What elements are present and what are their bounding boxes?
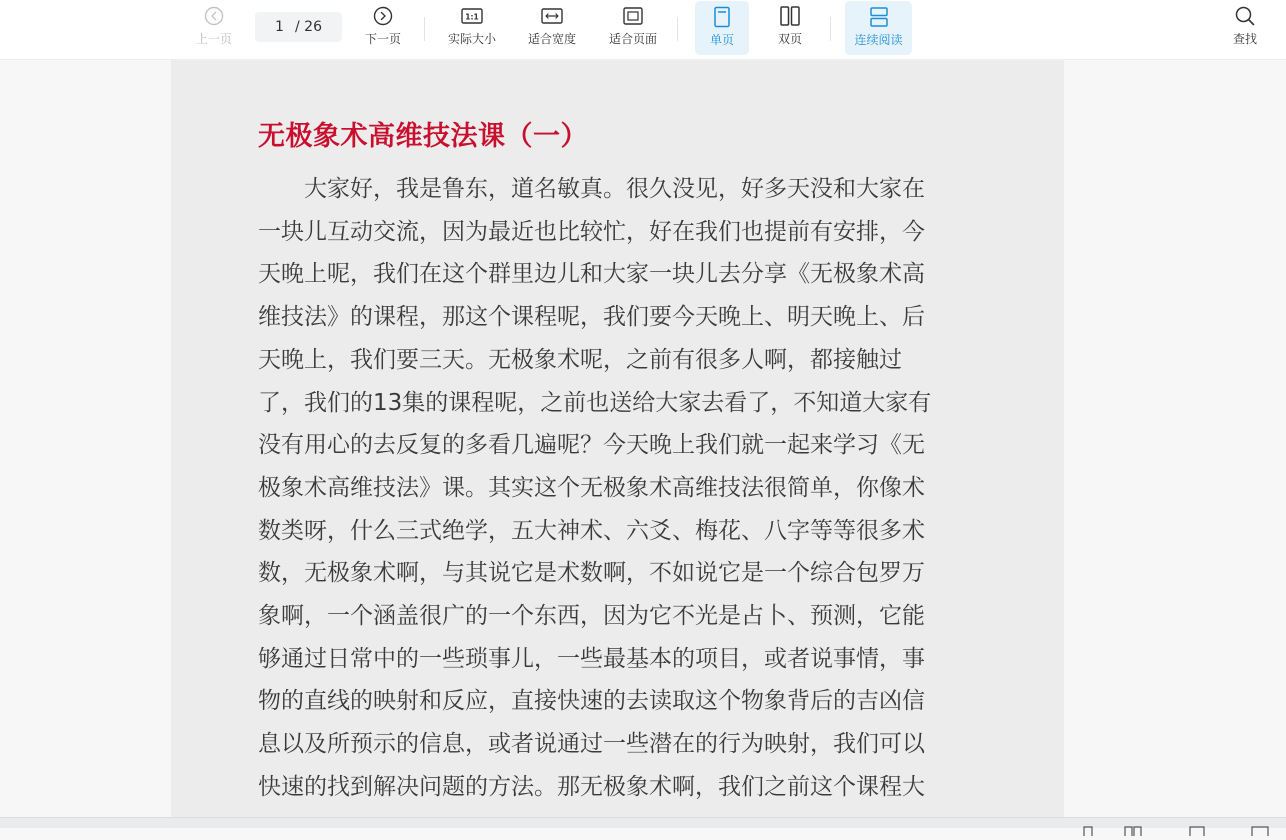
double-page-icon xyxy=(779,5,801,27)
continuous-reading-button[interactable] xyxy=(845,1,912,55)
body-line: 了，我们的13集的课程呢，之前也送给大家去看了，不知道大家有 xyxy=(258,389,932,416)
search-button[interactable] xyxy=(1225,0,1265,56)
double-page-button[interactable] xyxy=(765,0,815,56)
prev-page-button[interactable] xyxy=(192,0,236,56)
fit-width-button[interactable] xyxy=(523,0,581,56)
fit-page-mini-icon[interactable] xyxy=(1189,821,1203,831)
fit-width-label: 适合宽度 xyxy=(527,32,576,46)
actual-size-label: 实际大小 xyxy=(447,32,496,46)
body-line: 天晚上呢，我们在这个群里边儿和大家一块儿去分享《无极象术高 xyxy=(258,261,925,288)
search-icon xyxy=(1234,5,1256,27)
search-label: 查找 xyxy=(1232,32,1257,46)
single-page-icon xyxy=(711,6,733,28)
body-line: 天晚上，我们要三天。无极象术呢，之前有很多人啊，都接触过 xyxy=(258,346,902,373)
fit-page-icon xyxy=(622,5,644,27)
continuous-reading-icon xyxy=(868,6,890,28)
body-line: 够通过日常中的一些琐事儿，一些最基本的项目，或者说事情，事 xyxy=(258,645,925,672)
fit-width-icon xyxy=(541,5,563,27)
document-page xyxy=(171,60,1064,817)
continuous-reading-label: 连续阅读 xyxy=(854,33,903,47)
toolbar-divider xyxy=(677,17,678,41)
fit-page-button[interactable] xyxy=(604,0,662,56)
body-line: 数类呀，什么三式绝学，五大神术、六爻、梅花、八字等等很多术 xyxy=(258,517,925,544)
page-number-box[interactable] xyxy=(255,12,342,42)
body-line: 没有用心的去反复的多看几遍呢？今天晚上我们就一起来学习《无 xyxy=(258,432,925,459)
body-line: 大家好，我是鲁东，道名敏真。很久没见，好多天没和大家在 xyxy=(258,176,925,202)
next-page-label: 下一页 xyxy=(364,32,401,46)
toolbar-divider xyxy=(830,17,831,41)
double-page-mini-icon[interactable] xyxy=(1124,821,1138,831)
body-line: 一块儿互动交流，因为最近也比较忙，好在我们也提前有安排，今 xyxy=(258,218,925,245)
body-line: 象啊，一个涵盖很广的一个东西，因为它不光是占卜、预测，它能 xyxy=(258,603,925,630)
toolbar xyxy=(0,0,1286,60)
status-bar xyxy=(0,817,1286,828)
body-line: 息以及所预示的信息，或者说通过一些潜在的行为映射，我们可以 xyxy=(258,731,925,758)
body-line: 物的直线的映射和反应，直接快速的去读取这个物象背后的吉凶信 xyxy=(258,688,925,715)
fit-page-label: 适合页面 xyxy=(608,32,657,46)
chevron-right-circle-icon xyxy=(372,5,394,27)
body-line: 极象术高维技法》课。其实这个无极象术高维技法很简单，你像术 xyxy=(258,474,925,501)
document-body xyxy=(258,168,978,809)
prev-page-label: 上一页 xyxy=(195,32,232,46)
current-page-input[interactable]: 1 xyxy=(275,19,284,35)
toolbar-divider xyxy=(424,17,425,41)
actual-size-button[interactable] xyxy=(443,0,501,56)
chevron-left-circle-icon xyxy=(203,5,225,27)
total-pages: / 26 xyxy=(295,19,322,35)
body-line: 数，无极象术啊，与其说它是术数啊，不如说它是一个综合包罗万 xyxy=(258,560,925,587)
single-page-label: 单页 xyxy=(709,33,734,47)
fit-width-mini-icon[interactable] xyxy=(1251,821,1265,831)
double-page-label: 双页 xyxy=(777,32,802,46)
document-title: 无极象术高维技法课（一） xyxy=(258,121,588,152)
actual-size-icon-text: 1:1 xyxy=(465,12,479,22)
body-line: 快速的找到解决问题的方法。那无极象术啊，我们之前这个课程大 xyxy=(258,773,925,800)
single-page-mini-icon[interactable] xyxy=(1081,821,1095,831)
actual-size-icon xyxy=(461,5,483,27)
next-page-button[interactable] xyxy=(360,0,406,56)
body-line: 维技法》的课程，那这个课程呢，我们要今天晚上、明天晚上、后 xyxy=(258,304,925,331)
single-page-button[interactable] xyxy=(695,1,749,55)
